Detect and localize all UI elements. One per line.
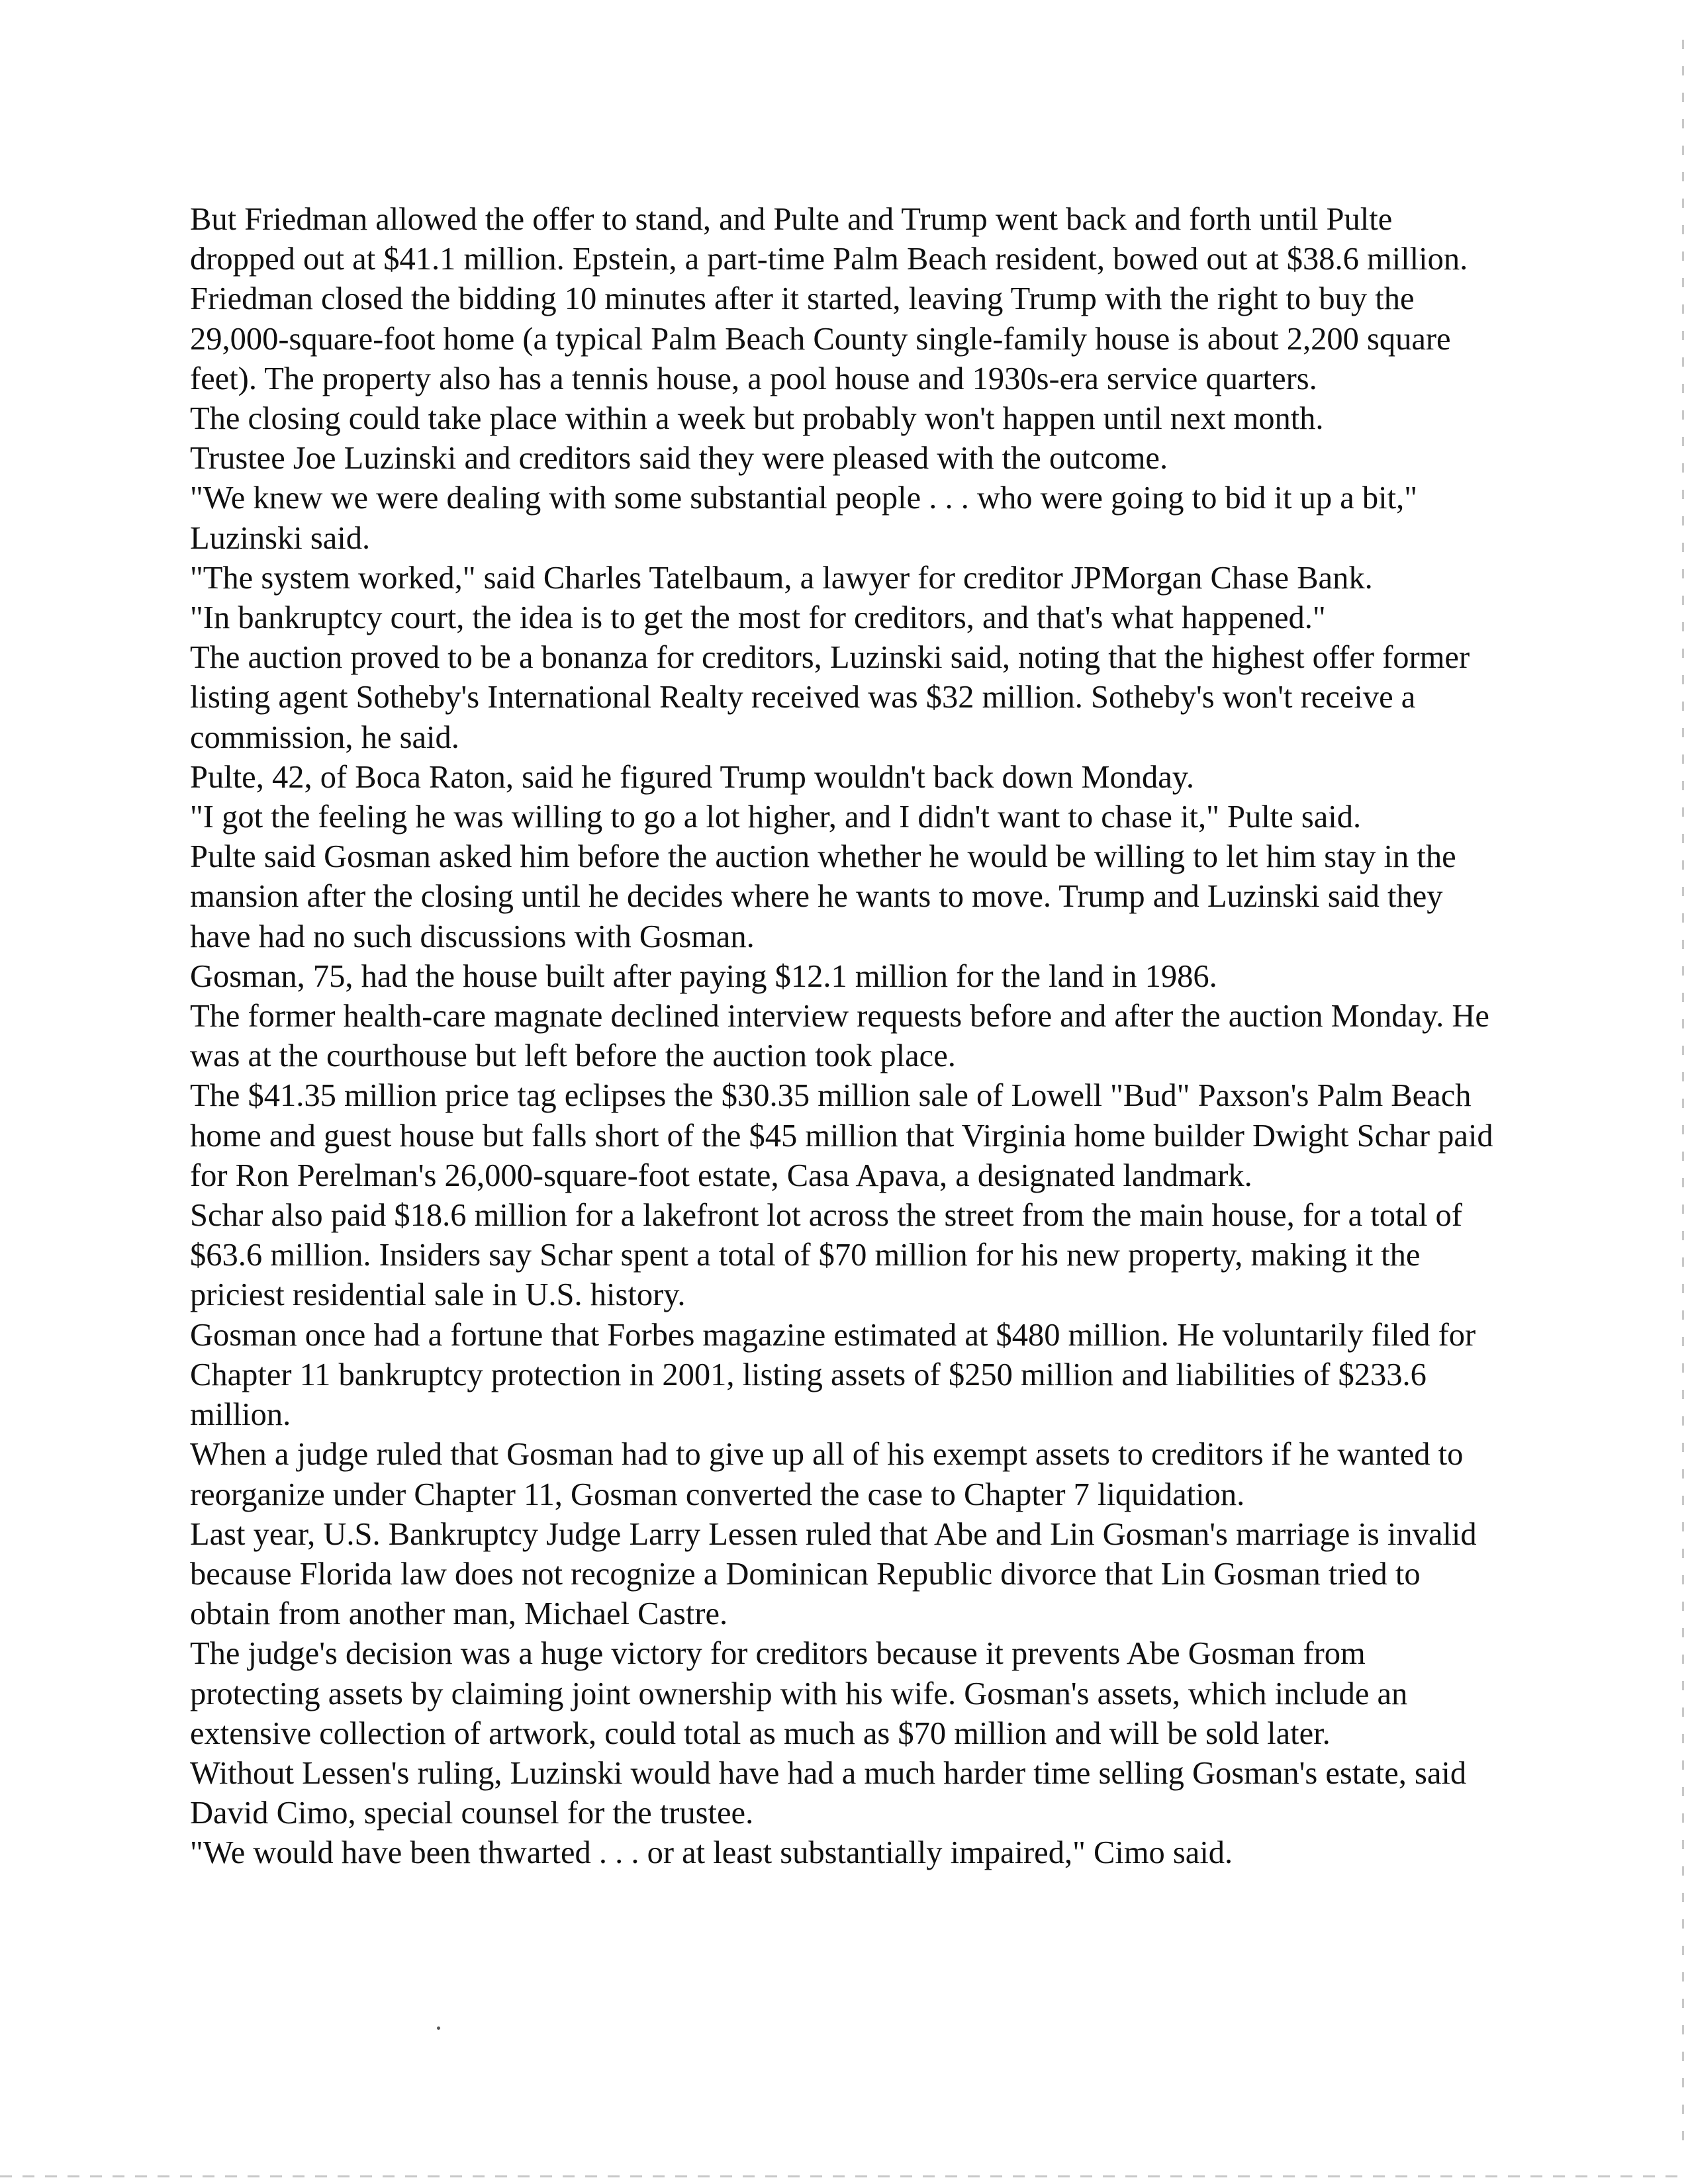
paragraph-19: The judge's decision was a huge victory for creditors because it prevents Abe Gosman from protecting assets by claiming joint ownership with his wife. Gosman's assets, which include an extensive collection of artwork, could total as much as $70 million and will be sold later. — [190, 1636, 1408, 1751]
paragraph-11: Pulte said Gosman asked him before the auction whether he would be willing to let him stay in the mansion after the closing until he decides where he wants to move. Trump and Luzinski said they have had no such discussions with Gosman. — [190, 839, 1456, 954]
paragraph-9: Pulte, 42, of Boca Raton, said he figured Trump wouldn't back down Monday. — [190, 759, 1195, 795]
paragraph-10: "I got the feeling he was willing to go a lot higher, and I didn't want to chase it," Pulte said. — [190, 799, 1362, 835]
paragraph-20: Without Lessen's ruling, Luzinski would have had a much harder time selling Gosman's estate, said David Cimo, special counsel for the trustee. — [190, 1755, 1467, 1831]
paragraph-7: "In bankruptcy court, the idea is to get the most for creditors, and that's what happened." — [190, 600, 1326, 636]
paragraph-6: "The system worked," said Charles Tatelbaum, a lawyer for creditor JPMorgan Chase Bank. — [190, 560, 1373, 596]
paragraph-21: "We would have been thwarted . . . or at least substantially impaired," Cimo said. — [190, 1835, 1233, 1871]
scan-speck — [437, 2026, 440, 2030]
paragraph-3: The closing could take place within a week but probably won't happen until next month. — [190, 401, 1324, 437]
paragraph-5: "We knew we were dealing with some substantial people . . . who were going to bid it up a bit," Luzinski said. — [190, 480, 1418, 556]
scan-edge-bottom — [0, 2175, 1688, 2177]
paragraph-16: Gosman once had a fortune that Forbes magazine estimated at $480 million. He voluntarily filed for Chapter 11 bankruptcy protection in 2001, listing assets of $250 million and liabilities of $233.6 million. — [190, 1317, 1476, 1433]
paragraph-15: Schar also paid $18.6 million for a lakefront lot across the street from the main house, for a total of $63.6 million. Insiders say Schar spent a total of $70 million for his new property, making it the priciest residential sale in U.S. history. — [190, 1198, 1462, 1313]
article-body — [190, 200, 1497, 1874]
scan-edge-right — [1682, 40, 1684, 2144]
paragraph-8: The auction proved to be a bonanza for creditors, Luzinski said, noting that the highest offer former listing agent Sotheby's International Realty received was $32 million. Sotheby's won't receive a commission, he said. — [190, 640, 1470, 755]
paragraph-1: But Friedman allowed the offer to stand, and Pulte and Trump went back and forth until Pulte dropped out at $41.1 million. Epstein, a part-time Palm Beach resident, bowed out at $38.6 million. — [190, 202, 1468, 277]
paragraph-18: Last year, U.S. Bankruptcy Judge Larry Lessen ruled that Abe and Lin Gosman's marriage is invalid because Florida law does not recognize a Dominican Republic divorce that Lin Gosman tried to obtain from another man, Michael Castre. — [190, 1516, 1477, 1632]
paragraph-12: Gosman, 75, had the house built after paying $12.1 million for the land in 1986. — [190, 958, 1217, 994]
paragraph-4: Trustee Joe Luzinski and creditors said they were pleased with the outcome. — [190, 441, 1168, 477]
paragraph-17: When a judge ruled that Gosman had to give up all of his exempt assets to creditors if he wanted to reorganize under Chapter 11, Gosman converted the case to Chapter 7 liquidation. — [190, 1437, 1464, 1512]
paragraph-2: Friedman closed the bidding 10 minutes after it started, leaving Trump with the right to buy the 29,000-square-foot home (a typical Palm Beach County single-family house is about 2,200 square feet). The property also has a tennis house, a pool house and 1930s-era service quarters. — [190, 281, 1451, 396]
paragraph-14: The $41.35 million price tag eclipses the $30.35 million sale of Lowell "Bud" Paxson's Palm Beach home and guest house but falls short of the $45 million that Virginia home builder Dwight Schar paid for Ron Perelman's 26,000-square-foot estate, Casa Apava, a designated landmark. — [190, 1078, 1493, 1193]
paragraph-13: The former health-care magnate declined interview requests before and after the auction Monday. He was at the courthouse but left before the auction took place. — [190, 999, 1489, 1074]
